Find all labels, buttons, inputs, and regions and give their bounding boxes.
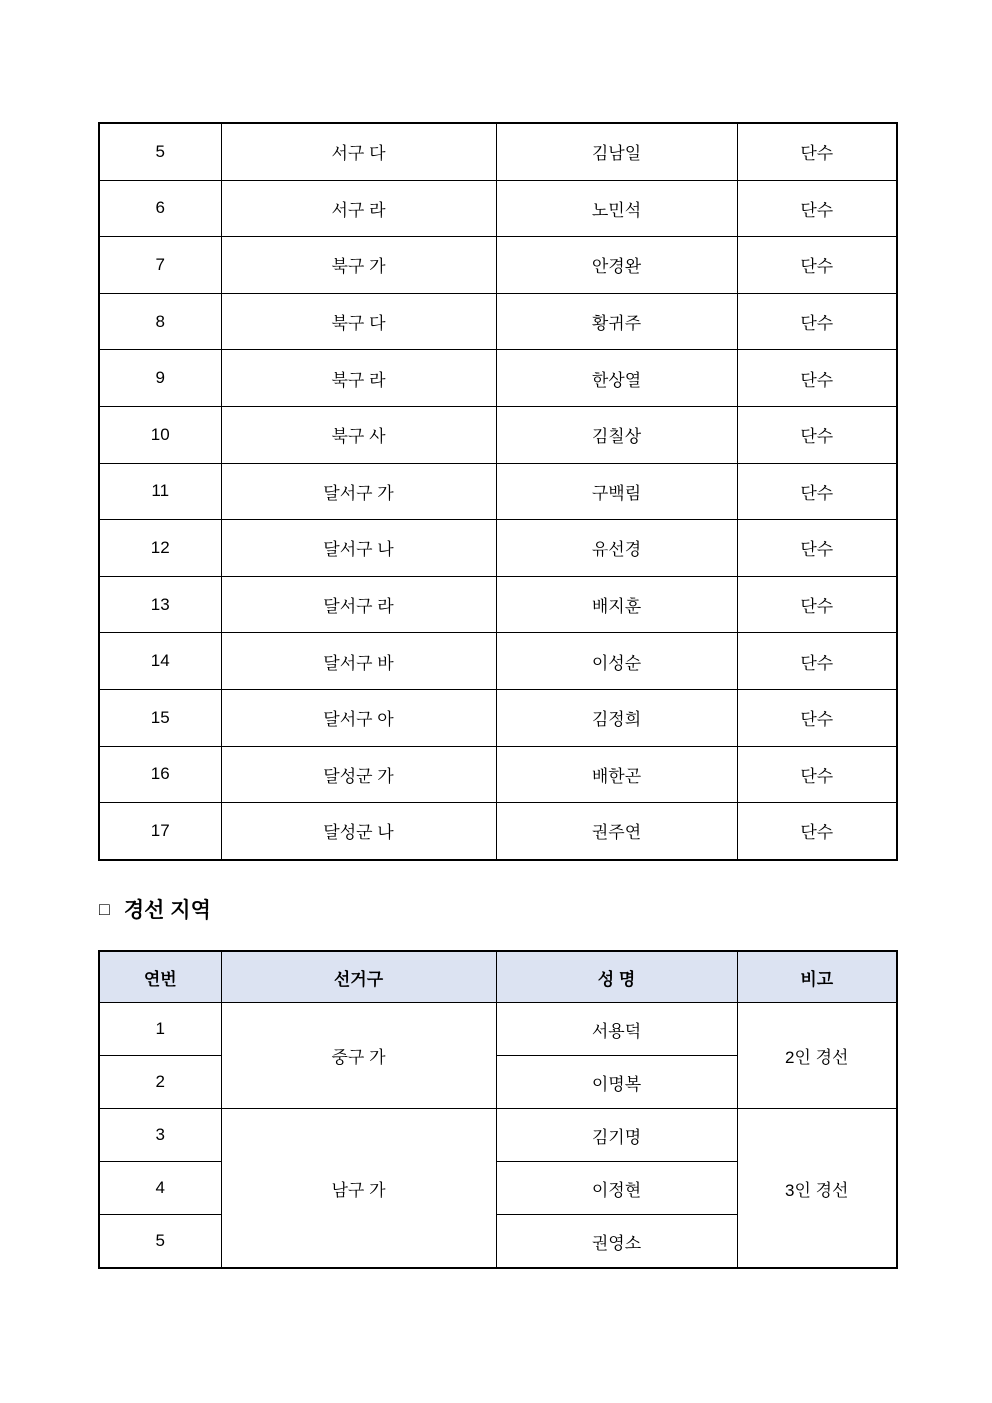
- table-row: [99, 180, 897, 237]
- section-title: [99, 894, 211, 924]
- cell-name: 구백림: [496, 463, 737, 520]
- cell-name: 권주연: [496, 803, 737, 860]
- cell-name: 서용덕: [496, 1003, 737, 1056]
- table-row: [99, 237, 897, 294]
- header-district: 선거구: [221, 951, 496, 1003]
- table-row: [99, 520, 897, 577]
- cell-no: 17: [99, 803, 221, 860]
- cell-name: 배지훈: [496, 576, 737, 633]
- cell-name: 안경완: [496, 237, 737, 294]
- cell-name: 김칠상: [496, 406, 737, 463]
- cell-name: 권영소: [496, 1215, 737, 1269]
- table-row: [99, 633, 897, 690]
- cell-no: 1: [99, 1003, 221, 1056]
- cell-district: 달성군 가: [221, 746, 496, 803]
- table-row: [99, 576, 897, 633]
- cell-note: 단수: [737, 803, 897, 860]
- cell-no: 4: [99, 1162, 221, 1215]
- cell-no: 16: [99, 746, 221, 803]
- header-name: 성 명: [496, 951, 737, 1003]
- section-title-text: 경선 지역: [123, 899, 211, 922]
- cell-no: 10: [99, 406, 221, 463]
- cell-no: 5: [99, 123, 221, 180]
- cell-name: 이성순: [496, 633, 737, 690]
- header-note: 비고: [737, 951, 897, 1003]
- cell-note: 단수: [737, 520, 897, 577]
- table-row: [99, 803, 897, 860]
- cell-name: 김남일: [496, 123, 737, 180]
- cell-district: 달서구 나: [221, 520, 496, 577]
- cell-no: 7: [99, 237, 221, 294]
- cell-name: 유선경: [496, 520, 737, 577]
- cell-no: 3: [99, 1109, 221, 1162]
- cell-no: 8: [99, 293, 221, 350]
- cell-district-merged: 남구 가: [221, 1109, 496, 1269]
- cell-note-merged: 2인 경선: [737, 1003, 897, 1109]
- cell-note: 단수: [737, 237, 897, 294]
- cell-note: 단수: [737, 180, 897, 237]
- cell-district: 북구 라: [221, 350, 496, 407]
- cell-no: 6: [99, 180, 221, 237]
- table-row: [99, 746, 897, 803]
- cell-no: 14: [99, 633, 221, 690]
- cell-district-merged: 중구 가: [221, 1003, 496, 1109]
- cell-name: 김정희: [496, 689, 737, 746]
- cell-district: 달서구 가: [221, 463, 496, 520]
- table-row: [99, 689, 897, 746]
- cell-note: 단수: [737, 463, 897, 520]
- table-row: [99, 406, 897, 463]
- cell-note: 단수: [737, 350, 897, 407]
- single-candidate-table: [98, 122, 898, 861]
- table-row: [99, 293, 897, 350]
- cell-name: 배한곤: [496, 746, 737, 803]
- cell-name: 한상열: [496, 350, 737, 407]
- table-row: [99, 350, 897, 407]
- cell-no: 12: [99, 520, 221, 577]
- cell-name: 이정현: [496, 1162, 737, 1215]
- cell-district: 달서구 바: [221, 633, 496, 690]
- table-row: [99, 123, 897, 180]
- cell-district: 달성군 나: [221, 803, 496, 860]
- header-no: 연번: [99, 951, 221, 1003]
- cell-district: 서구 다: [221, 123, 496, 180]
- cell-note: 단수: [737, 746, 897, 803]
- table-row: [99, 1003, 897, 1056]
- cell-note: 단수: [737, 406, 897, 463]
- square-bullet-icon: □: [99, 898, 110, 919]
- cell-note: 단수: [737, 123, 897, 180]
- cell-name: 이명복: [496, 1056, 737, 1109]
- cell-district: 서구 라: [221, 180, 496, 237]
- cell-no: 2: [99, 1056, 221, 1109]
- cell-note: 단수: [737, 576, 897, 633]
- cell-district: 북구 사: [221, 406, 496, 463]
- cell-name: 황귀주: [496, 293, 737, 350]
- cell-district: 달서구 라: [221, 576, 496, 633]
- table-header-row: [99, 951, 897, 1003]
- cell-name: 김기명: [496, 1109, 737, 1162]
- cell-note-merged: 3인 경선: [737, 1109, 897, 1269]
- cell-no: 9: [99, 350, 221, 407]
- cell-district: 달서구 아: [221, 689, 496, 746]
- cell-no: 13: [99, 576, 221, 633]
- table-row: [99, 463, 897, 520]
- cell-note: 단수: [737, 689, 897, 746]
- cell-note: 단수: [737, 633, 897, 690]
- cell-district: 북구 가: [221, 237, 496, 294]
- cell-note: 단수: [737, 293, 897, 350]
- cell-name: 노민석: [496, 180, 737, 237]
- table-row: [99, 1109, 897, 1162]
- primary-election-table: [98, 950, 898, 1269]
- cell-district: 북구 다: [221, 293, 496, 350]
- cell-no: 5: [99, 1215, 221, 1269]
- cell-no: 15: [99, 689, 221, 746]
- cell-no: 11: [99, 463, 221, 520]
